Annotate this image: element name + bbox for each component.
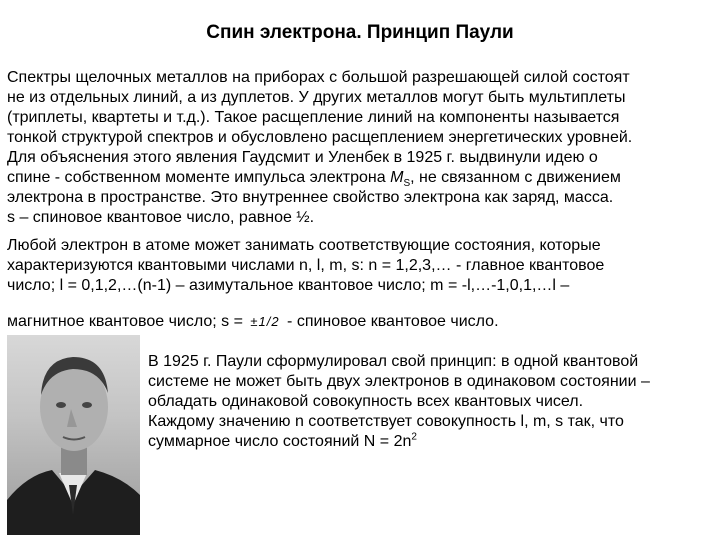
text-line	[7, 168, 713, 188]
text-line: Спектры щелочных металлов на приборах с большой разрешающей силой состоят	[7, 69, 630, 86]
text-line: Для объяснения этого явления Гаудсмит и Уленбек в 1925 г. выдвинули идею о	[7, 149, 598, 166]
text-line: Каждому значению n соответствует совокупность l, m, s так, что	[148, 413, 624, 430]
text-line: число; l = 0,1,2,…(n-1) – азимутальное квантовое число; m = -l,…-1,0,1,…l –	[7, 277, 570, 294]
text-line: обладать одинаковой совокупность всех квантовых чисел.	[148, 393, 584, 410]
spin-formula: ±1/2	[250, 314, 280, 329]
text-line: системе не может быть двух электронов в одинаковом состоянии –	[148, 373, 650, 390]
portrait-photo	[7, 335, 140, 535]
text-line: электрона в пространстве. Это внутреннее свойство электрона как заряд, масса.	[7, 189, 614, 206]
text-line	[148, 432, 714, 452]
text-fragment: - спиновое квантовое число.	[282, 313, 499, 330]
text-line: s – спиновое квантовое число, равное ½.	[7, 209, 315, 226]
page-title: Спин электрона. Принцип Паули	[206, 22, 514, 43]
text-line	[7, 312, 713, 332]
text-fragment: суммарное число состояний N = 2n	[148, 433, 412, 450]
text-fragment: магнитное квантовое число; s =	[7, 313, 248, 330]
pauli-principle-paragraph	[148, 352, 714, 452]
superscript: 2	[411, 431, 417, 443]
intro-paragraph	[7, 68, 713, 228]
spin-subscript: S	[403, 178, 411, 190]
text-line: тонкой структурой спектров и обусловлено расщеплением энергетических уровней.	[7, 129, 633, 146]
spin-symbol: M	[390, 169, 404, 186]
text-fragment: , не связанном с движением	[410, 169, 621, 186]
quantum-numbers-paragraph	[7, 236, 713, 296]
text-fragment: спине - собственном моменте импульса электрона	[7, 169, 391, 186]
portrait-figure	[7, 335, 140, 535]
text-line: (триплеты, квартеты и т.д.). Такое расщепление линий на компоненты называется	[7, 109, 620, 126]
text-line: Любой электрон в атоме может занимать соответствующие состояния, которые	[7, 237, 601, 254]
text-line: характеризуются квантовыми числами n, l, m, s: n = 1,2,3,… - главное квантовое	[7, 257, 605, 274]
text-line: В 1925 г. Паули сформулировал свой принцип: в одной квантовой	[148, 353, 639, 370]
spin-number-line	[7, 312, 713, 332]
text-line: не из отдельных линий, а из дуплетов. У других металлов могут быть мультиплеты	[7, 89, 626, 106]
